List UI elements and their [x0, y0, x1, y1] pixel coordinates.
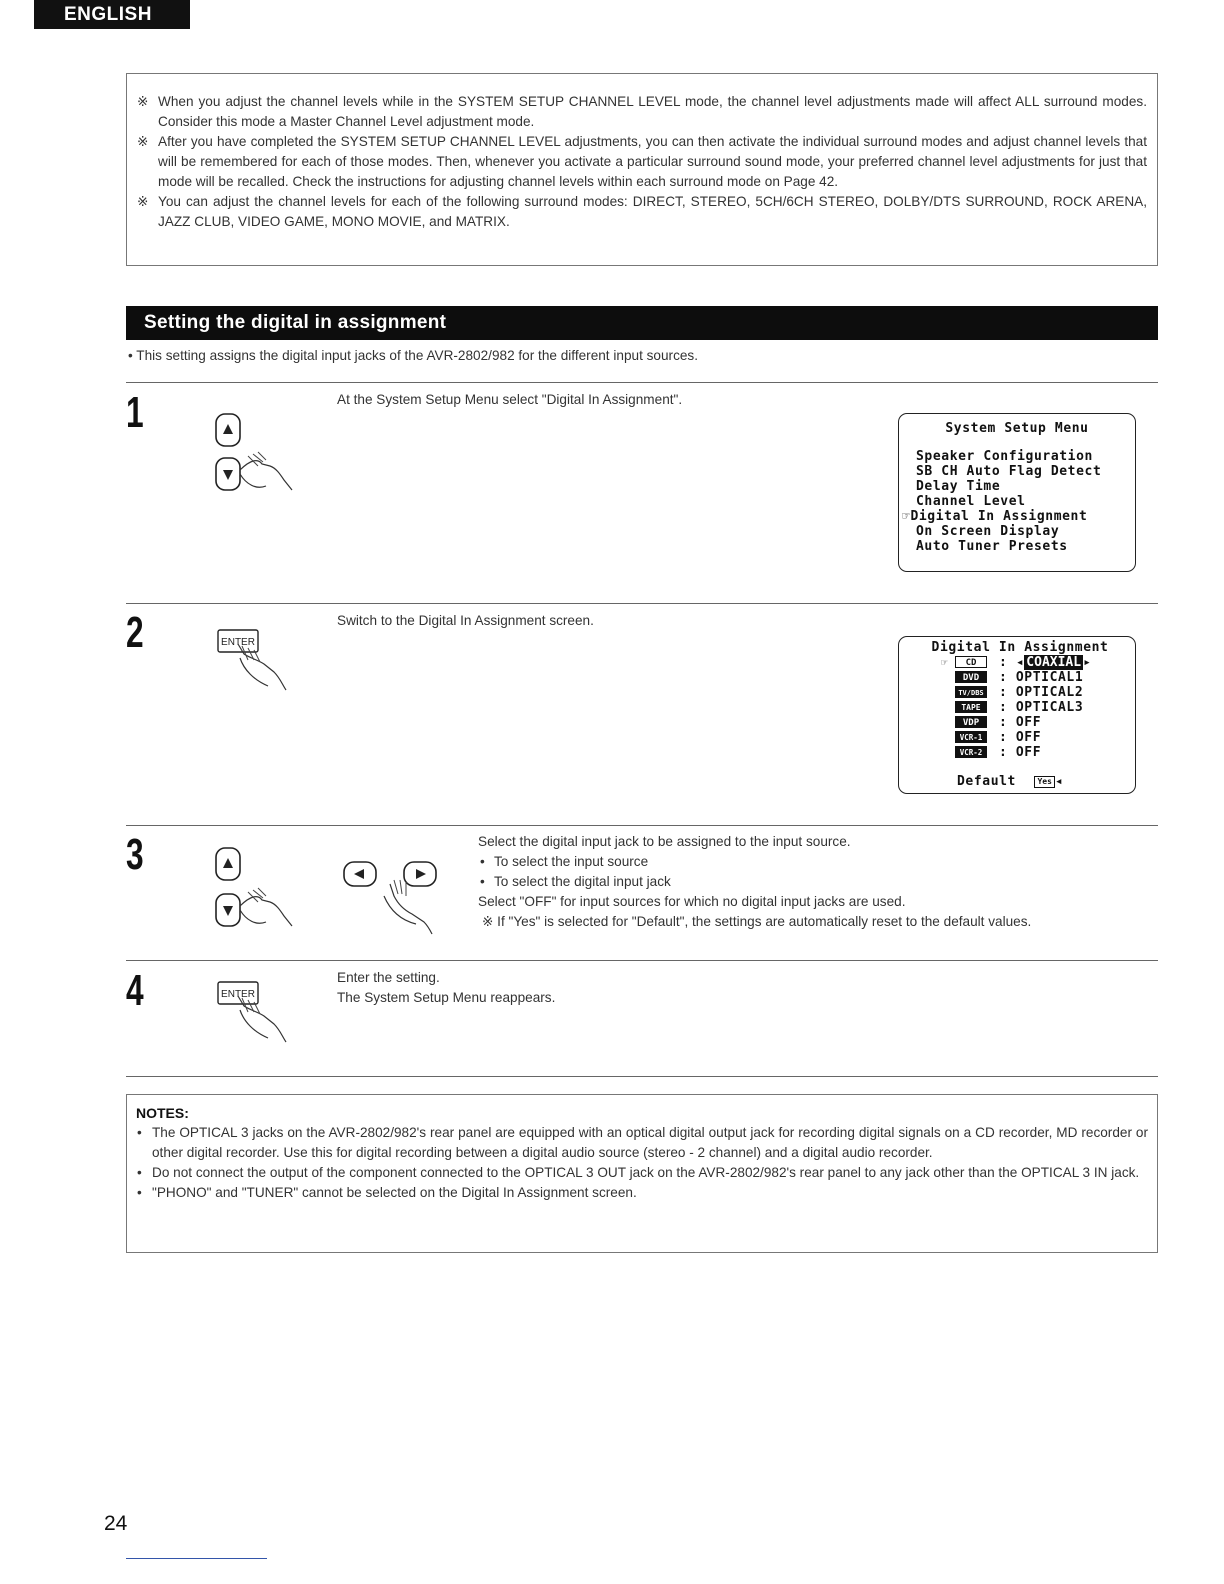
section-title: Setting the digital in assignment: [126, 306, 1158, 340]
enter-key-label: ENTER: [221, 637, 255, 648]
menu-item: Auto Tuner Presets: [916, 539, 1068, 554]
assignment-value: : OFF: [999, 715, 1042, 730]
assignment-value: : OPTICAL1: [999, 670, 1084, 685]
assignment-value: : ◂ COAXIAL ▸: [999, 655, 1092, 670]
step-text: Select the digital input jack to be assigned to the input source. • To select the input source • To select the digital input jack Select "OFF" for input sources for which no digital input jacks are used. ※ If "Yes" is selected for "Default", the settings are automatically reset to the default values.: [478, 834, 1032, 929]
source-label: CD: [955, 656, 987, 668]
step-number: 4: [126, 966, 144, 1015]
system-setup-menu-screen: [898, 413, 1136, 572]
note-item: • Do not connect the output of the component connected to the OPTICAL 3 OUT jack on the AVR-2802/982's rear panel to any jack other than the OPTICAL 3 IN jack.: [137, 1165, 1140, 1180]
default-label: Default: [957, 774, 1016, 789]
enter-button-icon: [204, 624, 304, 704]
cursor-up-down-buttons-icon: [200, 840, 300, 932]
divider: [126, 960, 1158, 961]
menu-item: Speaker Configuration: [916, 449, 1093, 464]
assignment-row: [899, 670, 1135, 685]
yes-chip: Yes: [1034, 776, 1054, 788]
assignment-row: [899, 730, 1135, 745]
enter-button-icon: [204, 976, 304, 1056]
note-item: [137, 92, 1147, 132]
note-item: • The OPTICAL 3 jacks on the AVR-2802/982's rear panel are equipped with an optical digital output jack for recording digital signals on a CD recorder, MD recorder or other digital recorder. Use this for digital recording between a digital audio source (stereo - 2 channel) and a digital audio recorder.: [137, 1125, 1148, 1160]
channel-level-notes: [126, 73, 1158, 266]
note-item: • "PHONO" and "TUNER" cannot be selected on the Digital In Assignment screen.: [137, 1185, 637, 1200]
cursor-left-right-buttons-icon: [340, 850, 450, 934]
note-item: [137, 132, 1147, 192]
divider: [126, 1076, 1158, 1077]
assignment-value: : OFF: [999, 730, 1042, 745]
menu-item: SB CH Auto Flag Detect: [916, 464, 1102, 479]
enter-key-label: ENTER: [221, 989, 255, 1000]
assignment-row: [899, 655, 1135, 670]
step-text: At the System Setup Menu select "Digital In Assignment".: [337, 392, 683, 407]
divider: [126, 825, 1158, 826]
note-text: After you have completed the SYSTEM SETUP CHANNEL LEVEL adjustments, you can then activate the individual surround modes and adjust channel levels that will be remembered for each of those modes. Then, whenever you activate a particular surround sound mode, your preferred channel level adjustments for just that mode will be recalled. Check the instructions for adjusting channel levels within each surround mode on Page 42.: [158, 134, 1147, 189]
notes-section: [126, 1094, 1158, 1253]
digital-in-assignment-screen: [898, 636, 1136, 794]
assignment-row: [899, 745, 1135, 760]
note-text: When you adjust the channel levels while in the SYSTEM SETUP CHANNEL LEVEL mode, the channel level adjustments made will affect ALL surround modes. Consider this mode a Master Channel Level adjustment mode.: [158, 94, 1147, 129]
source-label: VCR-1: [955, 731, 987, 743]
reference-mark-icon: ※: [137, 94, 149, 109]
source-label: VCR-2: [955, 746, 987, 758]
source-label: VDP: [955, 716, 987, 728]
step-number: 2: [126, 608, 144, 657]
menu-item: On Screen Display: [916, 524, 1060, 539]
reference-mark-icon: ※: [137, 194, 149, 209]
note-item: [137, 192, 1147, 232]
pointing-hand-icon: ☞: [941, 656, 949, 669]
step-number: 1: [126, 388, 144, 437]
source-label: DVD: [955, 671, 987, 683]
assignment-value: : OPTICAL2: [999, 685, 1084, 700]
footer-rule: [126, 1558, 267, 1559]
assignment-value: : OPTICAL3: [999, 700, 1084, 715]
assignment-row: [899, 685, 1135, 700]
menu-item-selected: ☞Digital In Assignment: [902, 509, 1088, 524]
default-row: Default Yes ◂: [957, 774, 1064, 789]
menu-item: Channel Level: [916, 494, 1026, 509]
step-number: 3: [126, 830, 144, 879]
page-number: 24: [104, 1512, 128, 1535]
assignment-row: [899, 715, 1135, 730]
pointing-hand-icon: ☞: [902, 509, 911, 524]
osd-title: System Setup Menu: [945, 421, 1089, 436]
language-tab: ENGLISH: [34, 0, 190, 29]
step-text: Enter the setting. The System Setup Menu reappears.: [337, 970, 556, 1005]
assignment-value: : OFF: [999, 745, 1042, 760]
menu-item: Delay Time: [916, 479, 1001, 494]
divider: [126, 603, 1158, 604]
reference-mark-icon: ※: [137, 134, 149, 149]
notes-header: NOTES:: [136, 1105, 189, 1121]
assignment-row: [899, 700, 1135, 715]
note-text: You can adjust the channel levels for each of the following surround modes: DIRECT, STEREO, 5CH/6CH STEREO, DOLBY/DTS SURROUND, ROCK ARENA, JAZZ CLUB, VIDEO GAME, MONO MOVIE, and MATRIX.: [158, 194, 1147, 229]
step-text: Switch to the Digital In Assignment screen.: [337, 613, 594, 628]
selected-value-highlight: COAXIAL: [1026, 655, 1082, 670]
source-label: TV/DBS: [955, 686, 987, 698]
osd-title: Digital In Assignment: [931, 640, 1109, 655]
section-intro: • This setting assigns the digital input jacks of the AVR-2802/982 for the different input sources.: [128, 348, 698, 363]
cursor-up-down-buttons-icon: [200, 404, 300, 496]
source-label: TAPE: [955, 701, 987, 713]
divider: [126, 382, 1158, 383]
